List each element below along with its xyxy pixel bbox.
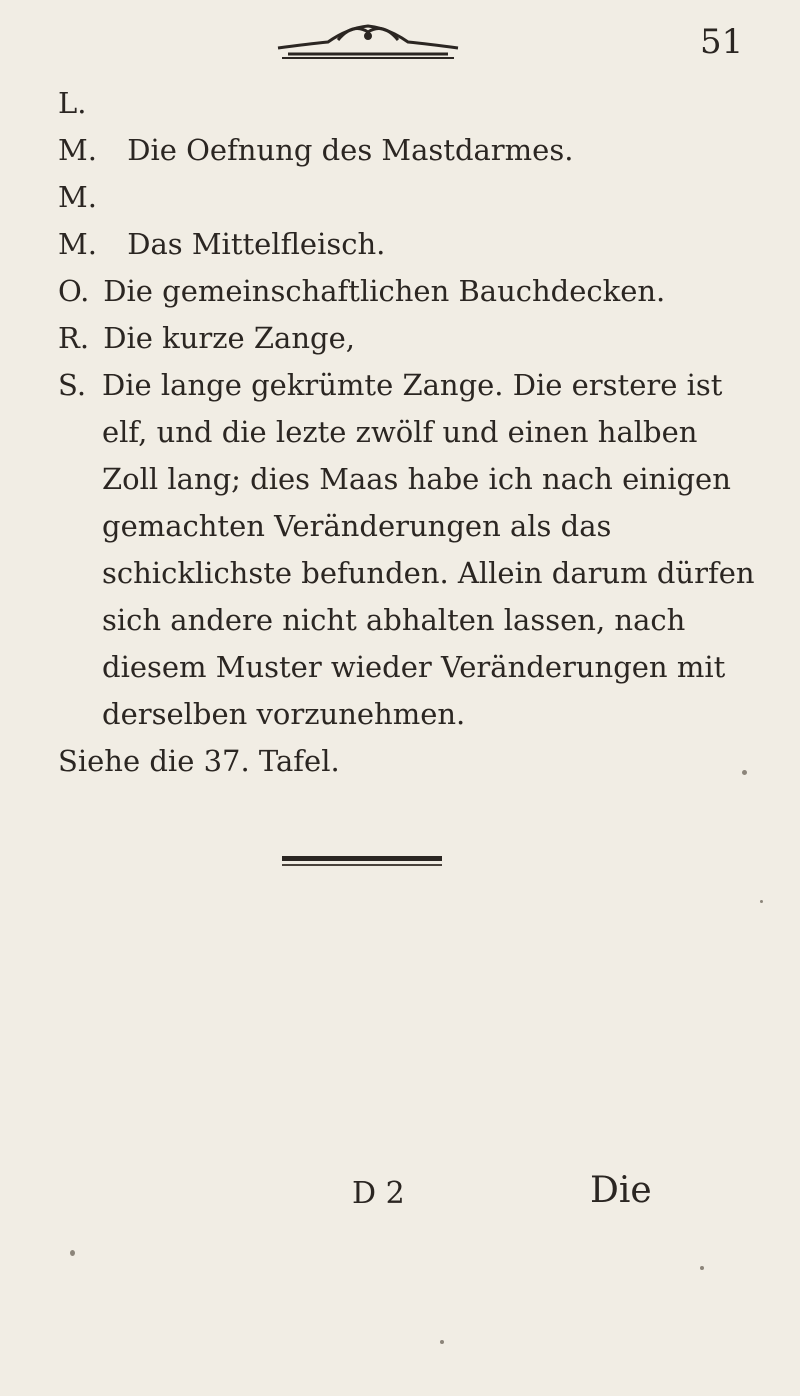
paper-speck	[760, 900, 763, 903]
paper-speck	[440, 1340, 444, 1344]
entry-label: O.	[58, 274, 90, 308]
rule-thick	[282, 856, 442, 861]
plate-reference: Siehe die 37. Tafel.	[58, 744, 340, 778]
legend-entry	[58, 80, 758, 174]
signature-mark: D 2	[352, 1176, 405, 1211]
entry-text: Die gemeinschaftlichen Bauchdecken.	[103, 274, 666, 308]
header-ornament-icon	[268, 18, 468, 62]
entry-label: M. M.	[58, 180, 97, 261]
paper-speck	[742, 770, 747, 775]
entry-label: L. M.	[58, 86, 97, 167]
legend-entries	[58, 80, 758, 785]
entry-label: R.	[58, 321, 90, 355]
entry-label: S.	[58, 368, 87, 402]
paper-speck	[70, 1250, 75, 1256]
section-rule	[282, 856, 442, 868]
entry-text: Die kurze Zange,	[103, 321, 355, 355]
page-number: 51	[700, 22, 744, 62]
legend-entry	[58, 362, 758, 738]
catchword: Die	[590, 1170, 652, 1211]
entry-text: Die Oefnung des Mastdarmes.	[127, 133, 574, 167]
legend-entry	[58, 174, 758, 268]
legend-entry	[58, 268, 758, 315]
entry-text: Die lange gekrümte Zange. Die erstere ist elf, und die lezte zwölf und einen halben Zoll lang; dies Maas habe ich nach einigen gemachten Veränderungen als das schicklichste befunden. Allein darum dürfen sich andere nicht abhalten lassen, nach diesem Muster wieder Veränderungen mit derselben vorzunehmen.	[102, 368, 755, 731]
legend-entry	[58, 315, 758, 362]
rule-thin	[282, 864, 442, 866]
entry-text: Das Mittelfleisch.	[127, 227, 386, 261]
paper-speck	[700, 1266, 704, 1270]
